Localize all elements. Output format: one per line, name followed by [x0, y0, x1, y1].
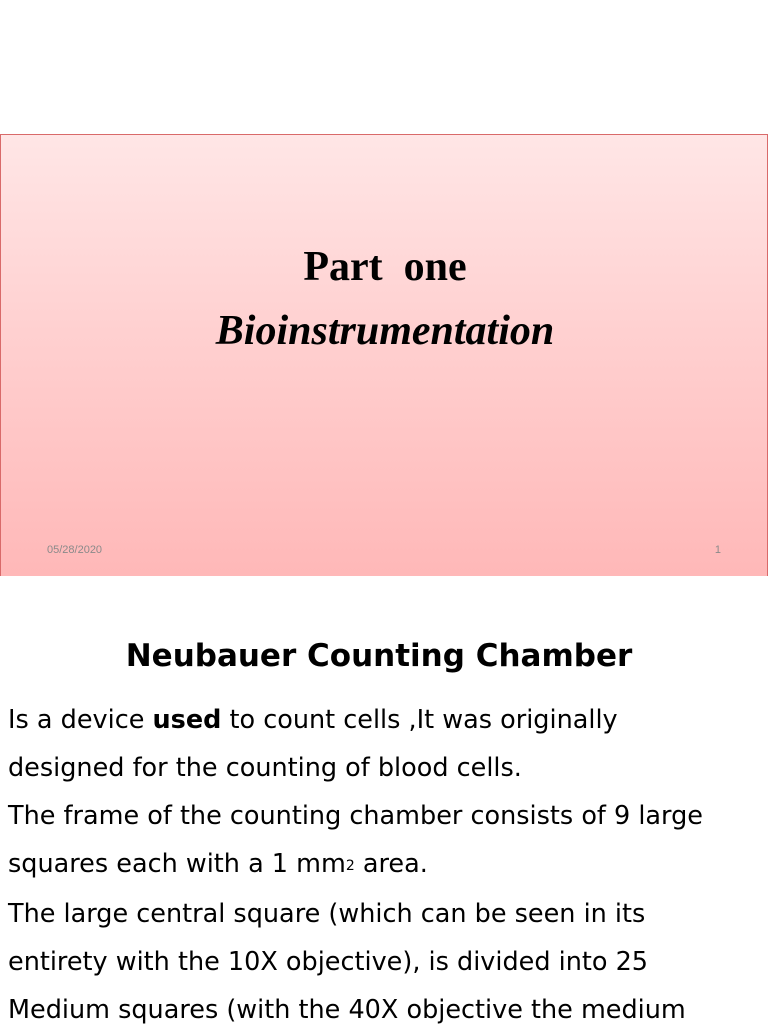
body-text: to count cells ,It was originally	[221, 705, 618, 735]
content-slide-title: Neubauer Counting Chamber	[125, 638, 633, 674]
body-line: The large central square (which can be seen in its	[8, 898, 646, 929]
body-line: designed for the counting of blood cells.	[8, 753, 522, 783]
body-text: Is a device	[8, 705, 153, 735]
title-slide	[0, 134, 768, 576]
slide-date: 05/28/2020	[47, 544, 103, 556]
body-line	[8, 696, 763, 744]
body-text: area.	[354, 849, 428, 879]
body-line: entirety with the 10X objective), is divided into 25	[8, 946, 649, 977]
content-slide	[0, 576, 768, 1024]
body-line: The frame of the counting chamber consists of 9 large	[8, 801, 703, 831]
body-line	[8, 840, 763, 890]
slide-number: 1	[714, 544, 721, 556]
superscript: 2	[345, 857, 355, 874]
slide-title: Part one	[303, 244, 467, 290]
slide-subtitle: Bioinstrumentation	[215, 308, 555, 354]
body-text-bold: used	[152, 705, 222, 735]
body-text: squares each with a 1 mm	[8, 849, 346, 879]
body-line: Medium squares (with the 40X objective the medium	[8, 994, 686, 1024]
content-slide-body	[8, 696, 763, 1024]
